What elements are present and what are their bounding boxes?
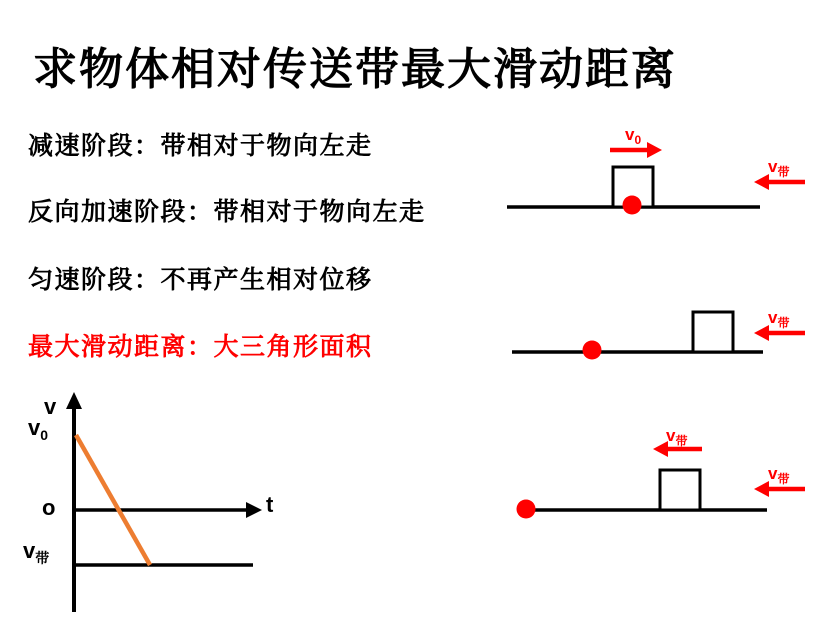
graph-t-axis-label	[266, 494, 273, 516]
diagram-reverse-acceleration	[500, 295, 835, 360]
velocity-time-graph	[0, 385, 300, 625]
vbelt-arrowhead-icon	[754, 481, 769, 497]
graph-v-axis-label-text: v	[44, 394, 57, 419]
slip-mark-dot	[517, 500, 536, 519]
slip-mark-dot	[583, 341, 602, 360]
block-velocity-label	[666, 427, 687, 447]
graph-vbelt-label	[23, 540, 49, 565]
graph-v0-label	[28, 417, 48, 442]
vbelt-label-base: v	[768, 157, 778, 176]
vbelt-label-sub: 带	[777, 316, 790, 330]
vbelt-label	[768, 158, 789, 178]
graph-v0-label-sub: 0	[40, 427, 49, 443]
block-velocity-label-sub: 带	[675, 434, 688, 448]
vbelt-label-sub: 带	[777, 165, 790, 179]
statement-deceleration-phase: 减速阶段：带相对于物向左走	[28, 132, 373, 160]
diagram-deceleration	[500, 125, 835, 215]
block	[693, 312, 733, 352]
vbelt-arrowhead-icon	[754, 325, 769, 341]
vbelt-label-sub: 带	[777, 472, 790, 486]
vbelt-label-base: v	[768, 308, 778, 327]
v-axis-arrowhead-icon	[66, 392, 82, 409]
t-axis-arrowhead-icon	[246, 502, 262, 518]
vbelt-arrowhead-icon	[754, 174, 769, 190]
vbelt-label	[768, 309, 789, 329]
graph-t-axis-label-text: t	[266, 492, 274, 517]
graph-origin-label	[42, 497, 55, 519]
statement-uniform-phase: 匀速阶段：不再产生相对位移	[28, 266, 373, 294]
graph-vbelt-label-sub: 带	[35, 550, 50, 566]
object-velocity-line	[76, 435, 150, 565]
v0-arrowhead-icon	[647, 142, 662, 158]
page-title: 求物体相对传送带最大滑动距离	[33, 45, 677, 94]
v0-label-sub: 0	[634, 133, 642, 147]
graph-v0-label-base: v	[28, 415, 41, 440]
graph-v-axis-label	[44, 396, 56, 418]
graph-origin-label-text: o	[42, 495, 56, 520]
statement-max-sliding-distance: 最大滑动距离：大三角形面积	[28, 333, 373, 361]
diagram-uniform	[500, 420, 835, 520]
graph-vbelt-label-base: v	[23, 538, 36, 563]
contact-point-dot	[623, 196, 642, 215]
block	[660, 470, 700, 510]
v0-label-base: v	[625, 125, 635, 144]
block-velocity-label-base: v	[666, 426, 676, 445]
vbelt-label-base: v	[768, 464, 778, 483]
vbelt-label	[768, 465, 789, 485]
v0-label	[625, 126, 641, 146]
statement-reverse-acceleration-phase: 反向加速阶段：带相对于物向左走	[28, 198, 426, 226]
